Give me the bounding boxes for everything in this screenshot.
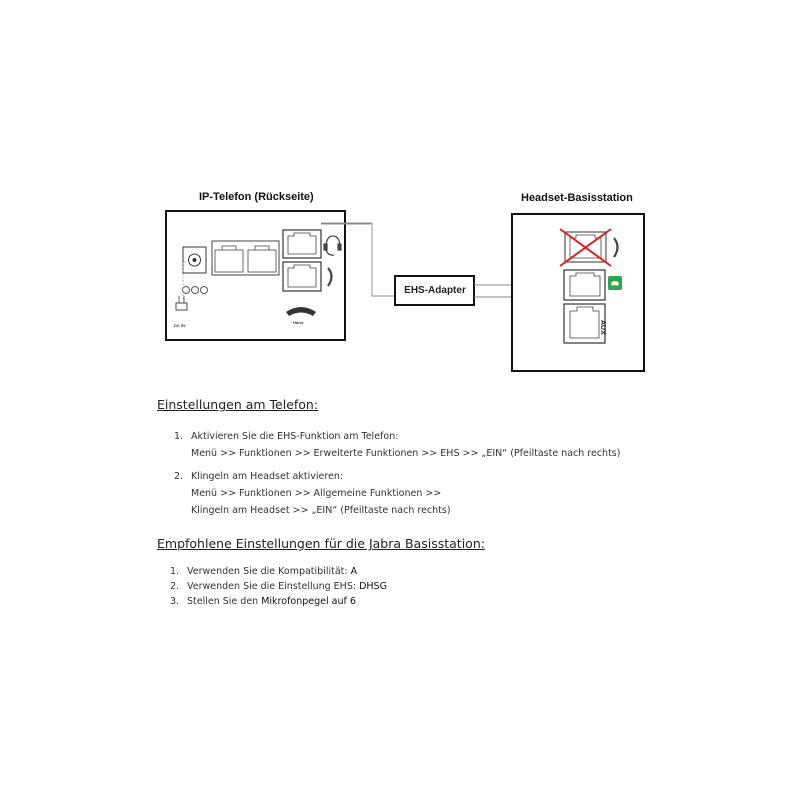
connection-diagram <box>0 0 800 380</box>
dc-label: DC 5V <box>174 323 186 328</box>
base-settings-heading: Empfohlene Einstellungen für die Jabra Basisstation: <box>157 536 485 551</box>
dc-port-icon <box>176 303 187 310</box>
list-item <box>174 468 620 485</box>
step-value: DHSG <box>359 581 387 592</box>
headset-port <box>283 230 321 258</box>
crossed-port <box>560 229 611 266</box>
step-number: 2. <box>174 471 184 482</box>
step-detail: Menü >> Funktionen >> Allgemeine Funktionen >> <box>191 488 442 499</box>
step-value: Mikrofonpegel auf 6 <box>261 596 356 607</box>
phone-settings-heading: Einstellungen am Telefon: <box>157 397 319 412</box>
ehs-adapter-label: EHS-Adapter <box>404 285 466 296</box>
step-detail: Menü >> Funktionen >> Erweiterte Funktionen >> EHS >> „EIN“ (Pfeiltaste nach rechts) <box>191 448 621 459</box>
list-item <box>174 428 620 445</box>
step-text: Verwenden Sie die Einstellung EHS: <box>187 581 360 592</box>
ip-phone-title: IP-Telefon (Rückseite) <box>199 191 314 203</box>
list-item <box>170 579 387 594</box>
step-value: A <box>350 566 358 577</box>
step-text: Aktivieren Sie die EHS-Funktion am Telefon: <box>191 431 399 442</box>
ethernet-ports <box>212 241 279 275</box>
aux-label: AUX <box>599 320 606 335</box>
list-item <box>170 564 387 579</box>
base-settings-list <box>170 564 387 609</box>
green-phone-icon <box>608 276 622 290</box>
step-text: Verwenden Sie die Kompatibilität: <box>187 566 351 577</box>
phone-settings-list <box>174 428 620 519</box>
step-detail: Klingeln am Headset >> „EIN“ (Pfeiltaste nach rechts) <box>191 505 451 516</box>
base-headset-port <box>564 270 605 300</box>
diagram-graphic <box>0 0 800 380</box>
audio-jacks-icon <box>183 287 208 294</box>
step-text: Klingeln am Headset aktivieren: <box>191 471 344 482</box>
step-number: 1. <box>174 431 184 442</box>
step-number: 1. <box>170 566 180 577</box>
step-text: Stellen Sie den <box>187 596 262 607</box>
list-item <box>170 594 387 609</box>
step-number: 2. <box>170 581 180 592</box>
base-station-title: Headset-Basisstation <box>521 192 633 204</box>
step-number: 3. <box>170 596 180 607</box>
handset-port <box>283 262 321 291</box>
hoerer-label: Hörer <box>293 320 304 325</box>
